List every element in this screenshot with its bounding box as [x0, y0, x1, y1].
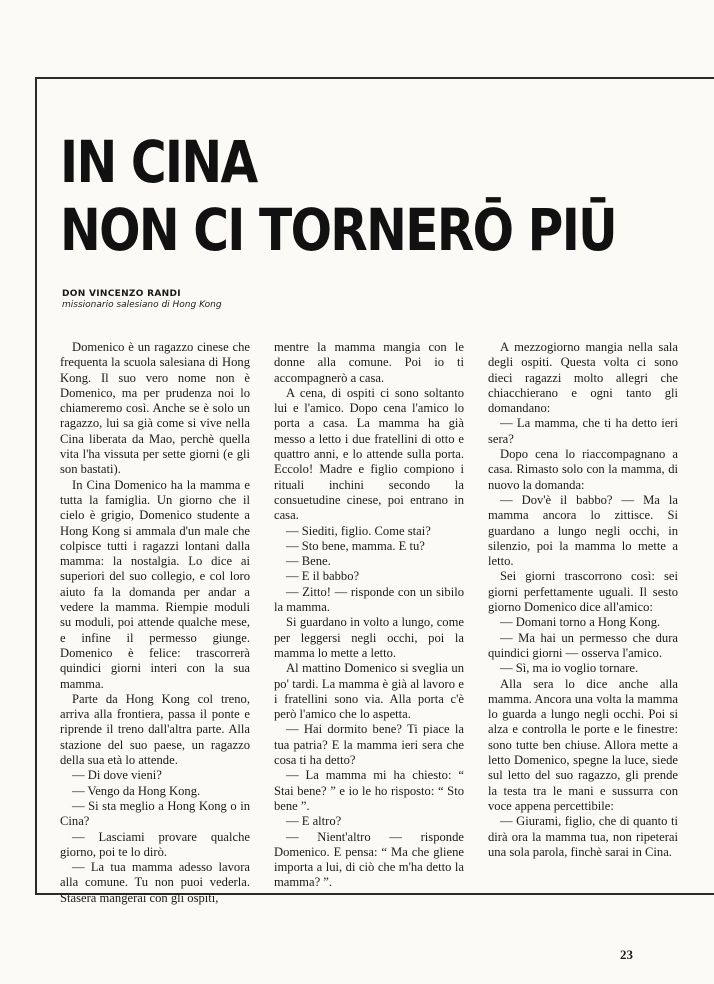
- dialogue-line: — La mamma, che ti ha detto ieri sera?: [488, 416, 678, 446]
- paragraph: mentre la mamma mangia con le donne alla comune. Poi io ti accompagnerò a casa.: [274, 340, 464, 385]
- paragraph: Parte da Hong Kong col treno, arriva alla frontiera, passa il ponte e riprende il treno dall'altra parte. Alla stazione del suo paese, un ragazzo della sua età lo attende.: [60, 691, 250, 768]
- dialogue-line: — La tua mamma adesso lavora alla comune. Tu non puoi vederla. Stasera mangerai con gli ospiti,: [60, 860, 250, 905]
- text-column-1: [60, 340, 250, 906]
- paragraph: Domenico è un ragazzo cinese che frequenta la scuola salesiana di Hong Kong. Il suo vero nome non è Domenico, ma per prudenza noi lo chiameremo così. Anche se è solo un ragazzo, lui sa già come si vive nella Cina liberata da Mao, perchè quella vita l'ha vissuta per sette giorni (e gli son bastati).: [60, 340, 250, 477]
- text-column-2: [274, 340, 464, 891]
- paragraph: In Cina Domenico ha la mamma e tutta la famiglia. Un giorno che il cielo è grigio, Domenico studente a Hong Kong si ammala d'un male che colpisce tutti i ragazzi lontani dalla mamma: la nostalgia. Lo dice ai superiori del suo collegio, e col loro aiuto fa la domanda per andar a vedere la mamma. Riempie moduli su moduli, poi attende qualche mese, e infine il permesso giunge. Domenico è felice: trascorrerà quindici giorni interi con la sua mamma.: [60, 477, 250, 691]
- dialogue-line: — Zitto! — risponde con un sibilo la mamma.: [274, 584, 464, 615]
- paragraph: Al mattino Domenico si sveglia un po' tardi. La mamma è già al lavoro e i fratellini sono via. Alla porta c'è però l'amico che lo aspetta.: [274, 661, 464, 722]
- dialogue-line: — La mamma mi ha chiesto: “ Stai bene? ” e io le ho risposto: “ Sto bene ”.: [274, 768, 464, 813]
- paragraph: Sei giorni trascorrono così: sei giorni perfettamente uguali. Il sesto giorno Domenico dice all'amico:: [488, 569, 678, 615]
- text-column-3: [488, 340, 678, 860]
- dialogue-line: — Sì, ma io voglio tornare.: [500, 661, 639, 676]
- dialogue-line: — Lasciami provare qualche giorno, poi te lo dirò.: [60, 829, 250, 859]
- dialogue-line: — E il babbo?: [286, 569, 360, 584]
- article-title: [60, 128, 617, 264]
- title-line-1: IN CINA: [60, 128, 257, 196]
- frame-left-rule: [35, 77, 37, 894]
- author-role: missionario salesiano di Hong Kong: [62, 300, 222, 310]
- paragraph: Alla sera lo dice anche alla mamma. Ancora una volta la mamma lo guarda a lungo negli occhi. Poi si alza e controlla le porte e le finestre: sono tutte ben chiuse. Allora mette a letto Domenico, spegne la luce, siede sul letto del suo ragazzo, gli prende la testa tra le mani e sussurra con voce appena percettibile:: [488, 676, 678, 813]
- dialogue-line: — Bene.: [286, 554, 331, 569]
- dialogue-line: — Ma hai un permesso che dura quindici giorni — osserva l'amico.: [488, 630, 678, 660]
- dialogue-line: — E altro?: [286, 814, 342, 829]
- byline: [62, 289, 222, 311]
- paragraph: A mezzogiorno mangia nella sala degli ospiti. Questa volta ci sono dieci ragazzi molto allegri che chiacchierano e ogni tanto gli domandano:: [488, 340, 678, 416]
- paragraph: Dopo cena lo riaccompagnano a casa. Rimasto solo con la mamma, di nuovo la domanda:: [488, 447, 678, 492]
- dialogue-line: — Domani torno a Hong Kong.: [500, 615, 661, 630]
- dialogue-line: — Di dove vieni?: [72, 768, 162, 783]
- dialogue-line: — Si sta meglio a Hong Kong o in Cina?: [60, 798, 250, 829]
- dialogue-line: — Dov'è il babbo? — Ma la mamma ancora lo zittisce. Si guardano a lungo negli occhi, in silenzio, poi la mamma lo mette a letto.: [488, 492, 678, 569]
- paragraph: Si guardano in volto a lungo, come per leggersi negli occhi, poi la mamma lo mette a letto.: [274, 615, 464, 660]
- author-name: DON VINCENZO RANDI: [62, 289, 181, 299]
- dialogue-line: — Sto bene, mamma. E tu?: [286, 538, 425, 553]
- dialogue-line: — Siediti, figlio. Come stai?: [286, 523, 431, 538]
- dialogue-line: — Hai dormito bene? Ti piace la tua patria? E la mamma ieri sera che cosa ti ha detto?: [274, 722, 464, 768]
- page-number: 23: [620, 947, 633, 962]
- dialogue-line: — Giurami, figlio, che di quanto ti dirà ora la mamma tua, non ripeterai una sola parola, finchè sarai in Cina.: [488, 814, 678, 859]
- dialogue-line: — Vengo da Hong Kong.: [72, 783, 201, 798]
- title-line-2: NON CI TORNERŌ PIŪ: [60, 196, 617, 264]
- frame-top-rule: [35, 77, 714, 79]
- paragraph: A cena, di ospiti ci sono soltanto lui e l'amico. Dopo cena l'amico lo porta a casa. La mamma ha già messo a letto i due fratellini di otto e quattro anni, e lo attende sulla porta. Eccolo! Madre e figlio compiono i rituali inchini secondo la consuetudine cinese, poi entrano in casa.: [274, 385, 464, 523]
- dialogue-line: — Nient'altro — risponde Domenico. E pensa: “ Ma che gliene importa a lui, di ciò che m'ha detto la mamma? ”.: [274, 829, 464, 890]
